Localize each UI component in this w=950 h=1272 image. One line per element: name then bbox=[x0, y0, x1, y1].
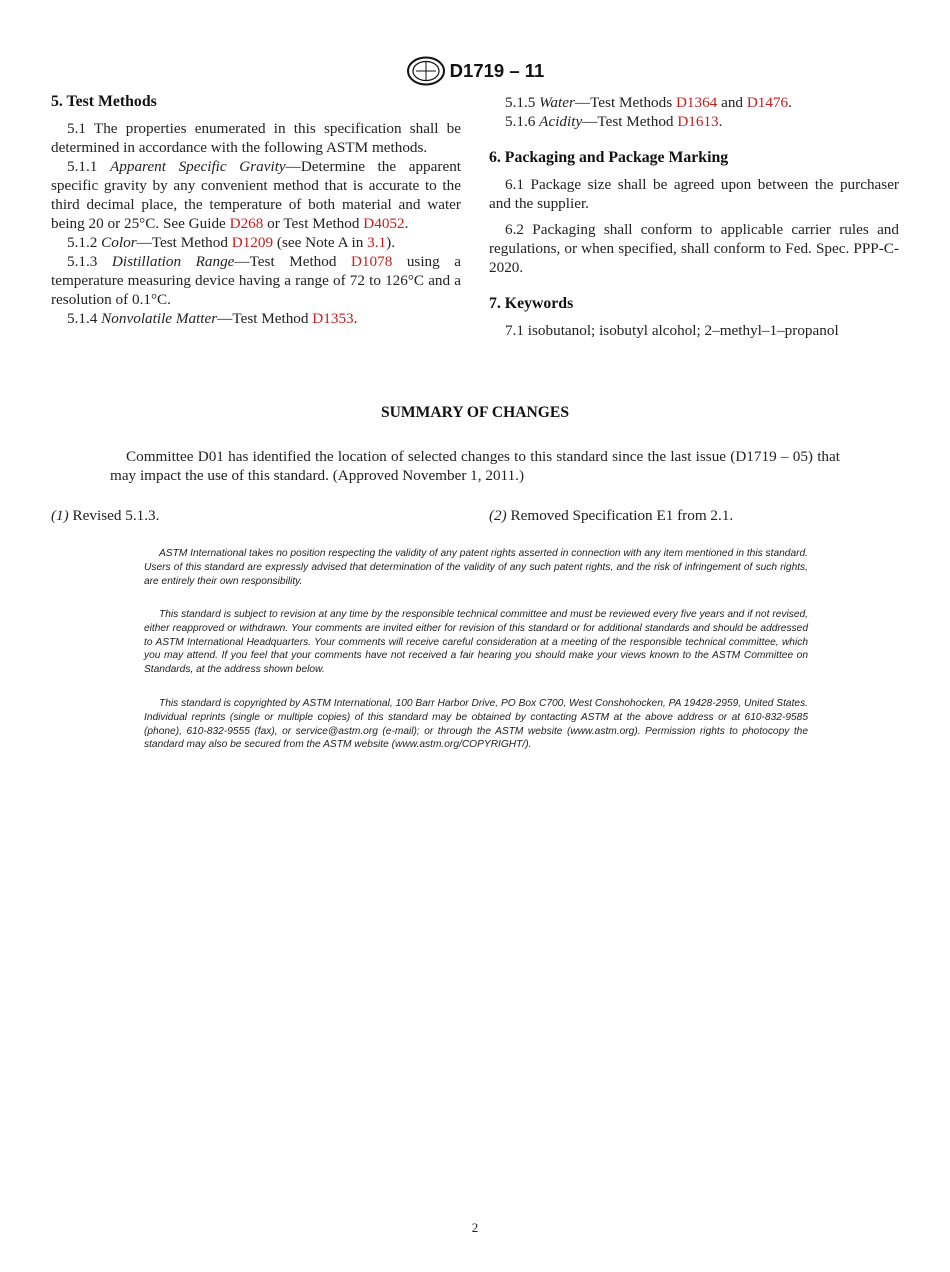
paragraph-5-1-5 bbox=[489, 93, 899, 112]
change-item-1 bbox=[51, 507, 159, 525]
paragraph-5-1-3 bbox=[51, 252, 461, 309]
paragraph-text: —Determine the apparent specific gravity by any convenient method that is accurate to the third decimal place, the temperature of both material and water being 20 or 25°C. See Guide bbox=[51, 158, 462, 232]
paragraph-5-1-1 bbox=[51, 157, 461, 233]
paragraph-7-1: 7.1 isobutanol; isobutyl alcohol; 2–methyl–1–propanol bbox=[505, 322, 839, 339]
paragraph-title: Water bbox=[539, 94, 575, 111]
left-column bbox=[51, 93, 461, 328]
revision-notice: This standard is subject to revision at any time by the responsible technical committee and must be reviewed every five years and if not revised, either reapproved or withdrawn. Your comments are invited either for revision of this standard or for additional standards and should be addressed to ASTM International Headquarters. Your comments will receive careful consideration at a meeting of the responsible technical committee, which you may attend. If you feel that your comments have not received a fair hearing you should make your views known to the ASTM Committee on Standards, at the address shown below. bbox=[144, 609, 808, 676]
paragraph-text: —Test Method bbox=[217, 310, 313, 327]
change-item-2 bbox=[489, 507, 733, 525]
link-d1209[interactable]: D1209 bbox=[231, 234, 274, 251]
right-column bbox=[489, 93, 899, 340]
paragraph-text: ). bbox=[386, 234, 395, 251]
paragraph-title: Apparent Specific Gravity bbox=[110, 158, 286, 175]
paragraph-6-1: 6.1 Package size shall be agreed upon between the purchaser and the supplier. bbox=[489, 176, 899, 212]
paragraph-text: (see Note A in bbox=[273, 234, 368, 251]
section-6-heading: 6. Packaging and Package Marking bbox=[489, 149, 729, 166]
change-text: Removed Specification E1 from 2.1. bbox=[506, 507, 734, 524]
link-d268[interactable]: D268 bbox=[229, 215, 264, 232]
link-d4052[interactable]: D4052 bbox=[363, 215, 405, 232]
paragraph-title: Nonvolatile Matter bbox=[101, 310, 218, 327]
page-header bbox=[0, 56, 950, 86]
paragraph-text: . bbox=[718, 113, 723, 130]
summary-of-changes-body: Committee D01 has identified the location of selected changes to this standard since the last issue (D1719 – 05) that may impact the use of this standard. (Approved November 1, 2011.) bbox=[110, 448, 840, 484]
page-number: 2 bbox=[471, 1220, 479, 1235]
paragraph-text: —Test Method bbox=[234, 253, 351, 270]
summary-of-changes-title: SUMMARY OF CHANGES bbox=[380, 404, 569, 421]
document-designation: D1719 – 11 bbox=[449, 60, 545, 81]
paragraph-text: —Test Methods bbox=[574, 94, 676, 111]
paragraph-text: using a temperature measuring device having a range of 72 to 126°C and a resolution of 0.1°C. bbox=[51, 253, 461, 308]
paragraph-6-2: 6.2 Packaging shall conform to applicable carrier rules and regulations, or when specified, shall conform to Fed. Spec. PPP-C-2020. bbox=[489, 221, 899, 276]
paragraph-text: and bbox=[717, 94, 747, 111]
paragraph-title: Acidity bbox=[539, 113, 583, 130]
paragraph-number: 5.1.3 bbox=[67, 253, 112, 270]
paragraph-5-1-2 bbox=[51, 233, 461, 252]
paragraph-5-1-4 bbox=[51, 309, 461, 328]
change-text: Revised 5.1.3. bbox=[68, 507, 160, 524]
paragraph-number: 5.1.2 bbox=[67, 234, 102, 251]
paragraph-text: . bbox=[353, 310, 358, 327]
link-d1476[interactable]: D1476 bbox=[746, 94, 789, 111]
paragraph-text: —Test Method bbox=[136, 234, 232, 251]
link-d1353[interactable]: D1353 bbox=[312, 310, 354, 327]
paragraph-number: 5.1.6 bbox=[505, 113, 540, 130]
paragraph-text: or Test Method bbox=[263, 215, 364, 232]
section-7-heading: 7. Keywords bbox=[489, 295, 574, 312]
paragraph-text: —Test Method bbox=[582, 113, 678, 130]
section-5-heading: 5. Test Methods bbox=[51, 93, 157, 110]
link-d1613[interactable]: D1613 bbox=[677, 113, 719, 130]
paragraph-number: 5.1.1 bbox=[67, 158, 110, 175]
copyright-notice: This standard is copyrighted by ASTM International, 100 Barr Harbor Drive, PO Box C700, West Conshohocken, PA 19428-2959, United States. Individual reprints (single or multiple copies) of this standard may be obtained by contacting ASTM at the above address or at 610-832-9585 (phone), 610-832-9555 (fax), or service@astm.org (e-mail); or through the ASTM website (www.astm.org). Permission rights to photocopy the standard may also be secured from the ASTM website (www.astm.org/COPYRIGHT/). bbox=[144, 698, 808, 751]
paragraph-number: 5.1.5 bbox=[505, 94, 540, 111]
paragraph-5-1: 5.1 The properties enumerated in this specification shall be determined in accordance with the following ASTM methods. bbox=[51, 120, 461, 156]
link-d1078[interactable]: D1078 bbox=[350, 253, 393, 270]
paragraph-number: 5.1.4 bbox=[67, 310, 102, 327]
link-3-1[interactable]: 3.1 bbox=[367, 234, 387, 251]
astm-logo-icon bbox=[406, 56, 446, 86]
link-d1364[interactable]: D1364 bbox=[675, 94, 718, 111]
paragraph-title: Color bbox=[101, 234, 137, 251]
paragraph-title: Distillation Range bbox=[111, 253, 235, 270]
change-number: (1) bbox=[51, 507, 69, 524]
change-number: (2) bbox=[489, 507, 507, 524]
paragraph-text: . bbox=[404, 215, 409, 232]
paragraph-5-1-6 bbox=[489, 112, 899, 131]
patent-notice: ASTM International takes no position respecting the validity of any patent rights asserted in connection with any item mentioned in this standard. Users of this standard are expressly advised that determination of the validity of any such patent rights, and the risk of infringement of such rights, are entirely their own responsibility. bbox=[144, 548, 808, 587]
paragraph-text: . bbox=[788, 94, 792, 111]
